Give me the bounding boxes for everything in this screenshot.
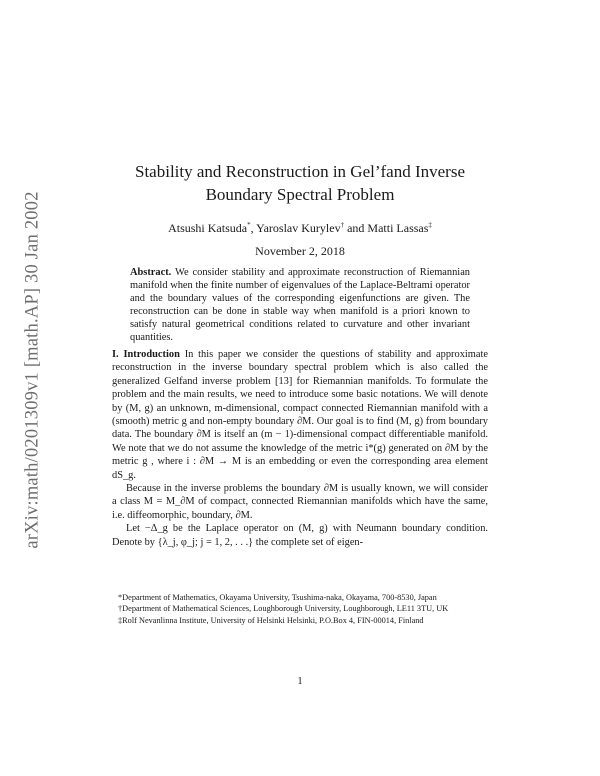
footnote-2: †Department of Mathematical Sciences, Loughborough University, Loughborough, LE11 3TU, UK bbox=[118, 604, 449, 614]
intro-paragraph-3: Let −Δ_g be the Laplace operator on (M, g) with Neumann boundary condition. Denote by {λ_j, φ_j; j = 1, 2, . . .} the complete set of eigen- bbox=[112, 523, 488, 548]
page-number: 1 bbox=[297, 676, 303, 687]
footnote-mark-1: * bbox=[247, 221, 251, 229]
author-separator: , bbox=[250, 221, 257, 235]
paper-title bbox=[112, 160, 488, 206]
title-line-2: Boundary Spectral Problem bbox=[205, 185, 395, 204]
section-heading: I. Introduction bbox=[112, 349, 180, 360]
abstract-text: We consider stability and approximate reconstruction of Riemannian manifold when the finite number of eigenvalues of the Laplace-Beltrami operator and the boundary values of the corresponding eigenfunctions are given. The reconstruction can be done in stable way when manifold is a priori known to satisfy natural geometrical conditions related to curvature and other invariant quantities. bbox=[130, 267, 470, 344]
author-katsuda: Atsushi Katsuda bbox=[168, 221, 248, 235]
author-kurylev: Yaroslav Kurylev bbox=[256, 221, 341, 235]
footnote-1: *Department of Mathematics, Okayama University, Tsushima-naka, Okayama, 700-8530, Japan bbox=[118, 593, 437, 602]
title-line-1: Stability and Reconstruction in Gel’fand Inverse bbox=[135, 162, 465, 181]
intro-paragraph-2: Because in the inverse problems the boundary ∂M is usually known, we will consider a class M = M_∂M of compact, connected Riemannian manifolds which have the same, i.e. diffeomorphic, boundary, ∂M. bbox=[112, 483, 488, 521]
footnote-mark-3: ‡ bbox=[428, 221, 432, 229]
author-lassas: Matti Lassas bbox=[367, 221, 429, 235]
arxiv-identifier bbox=[24, 140, 42, 600]
intro-text-1: In this paper we consider the questions of stability and approximate reconstruction in the inverse boundary spectral problem which is also called the generalized Gelfand inverse problem [13] for Riemannian manifolds. To formulate the problem and the main results, we need to introduce some basic notations. We will denote by (M, g) an unknown, m-dimensional, compact connected Riemannian manifold with a (smooth) metric g and non-empty boundary ∂M. Our goal is to find (M, g) from boundary data. The boundary ∂M is itself an (m − 1)-dimensional compact differentiable manifold. We note that we do not assume the knowledge of the metric i*(g) generated on ∂M by the metric g , where i : ∂M → M is an embedding or even the corresponding area element dS_g. bbox=[112, 349, 488, 481]
arxiv-identifier-text: arXiv:math/0201309v1 [math.AP] 30 Jan 2002 bbox=[22, 191, 43, 549]
abstract bbox=[130, 266, 470, 345]
author-separator: and bbox=[344, 221, 368, 235]
footnote-mark-2: † bbox=[340, 221, 345, 229]
footnote-3: ‡Rolf Nevanlinna Institute, University of Helsinki Helsinki, P.O.Box 4, FIN-00014, Finland bbox=[118, 615, 424, 625]
author-list bbox=[112, 221, 488, 236]
footnotes bbox=[112, 592, 488, 626]
abstract-label: Abstract. bbox=[130, 267, 172, 278]
intro-paragraph-1 bbox=[112, 348, 488, 482]
introduction-section bbox=[112, 348, 488, 549]
paper-date: November 2, 2018 bbox=[255, 244, 345, 258]
